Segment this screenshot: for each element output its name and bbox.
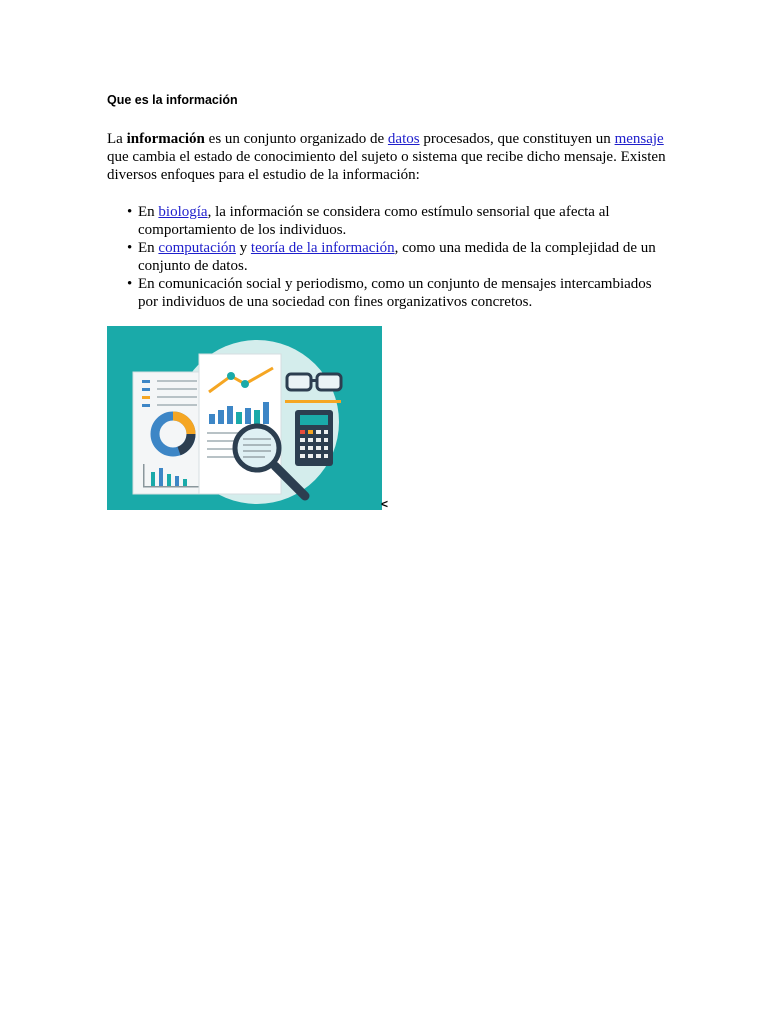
link-teoria-informacion[interactable]: teoría de la información [250,240,395,256]
intro-text-1: La [107,131,127,147]
bullet-text: , como una medida de la complejidad de un conjunto de datos. [138,240,656,274]
bullet-text: En [138,204,159,220]
list-item [107,203,667,239]
document-body [107,92,667,311]
intro-text-3: procesados, que constituyen un [419,131,615,147]
bullet-icon: • [127,240,133,256]
link-datos[interactable]: datos [387,131,420,147]
page-heading: Que es la información [107,93,238,107]
bullet-text: En [138,240,159,256]
growth-chart-icon [199,354,281,494]
bullet-text: , la información se considera como estímulo sensorial que afecta al comportamiento de los individuos. [138,204,610,238]
caret-mark: < [381,497,389,511]
bullet-icon: • [127,204,133,220]
bullet-list [107,203,667,311]
bullet-text: y [235,240,251,256]
intro-bold-term: información [126,131,205,147]
link-biologia[interactable]: biología [158,204,208,220]
intro-paragraph [107,130,667,184]
intro-text-2: es un conjunto organizado de [204,131,388,147]
link-computacion[interactable]: computación [158,240,236,256]
bullet-icon: • [127,276,133,292]
list-item [107,275,667,311]
list-item [107,239,667,275]
intro-text-4: que cambia el estado de conocimiento del sujeto o sistema que recibe dicho mensaje. Existen diversos enfoques para el estudio de la información: [107,149,666,183]
illustration-svg [107,326,382,510]
calculator-icon [295,410,333,466]
bullet-text: En comunicación social y periodismo, como un conjunto de mensajes intercambiados por individuos de una sociedad con fines organizativos concretos. [138,276,652,310]
information-illustration [107,326,382,515]
link-mensaje[interactable]: mensaje [614,131,664,147]
